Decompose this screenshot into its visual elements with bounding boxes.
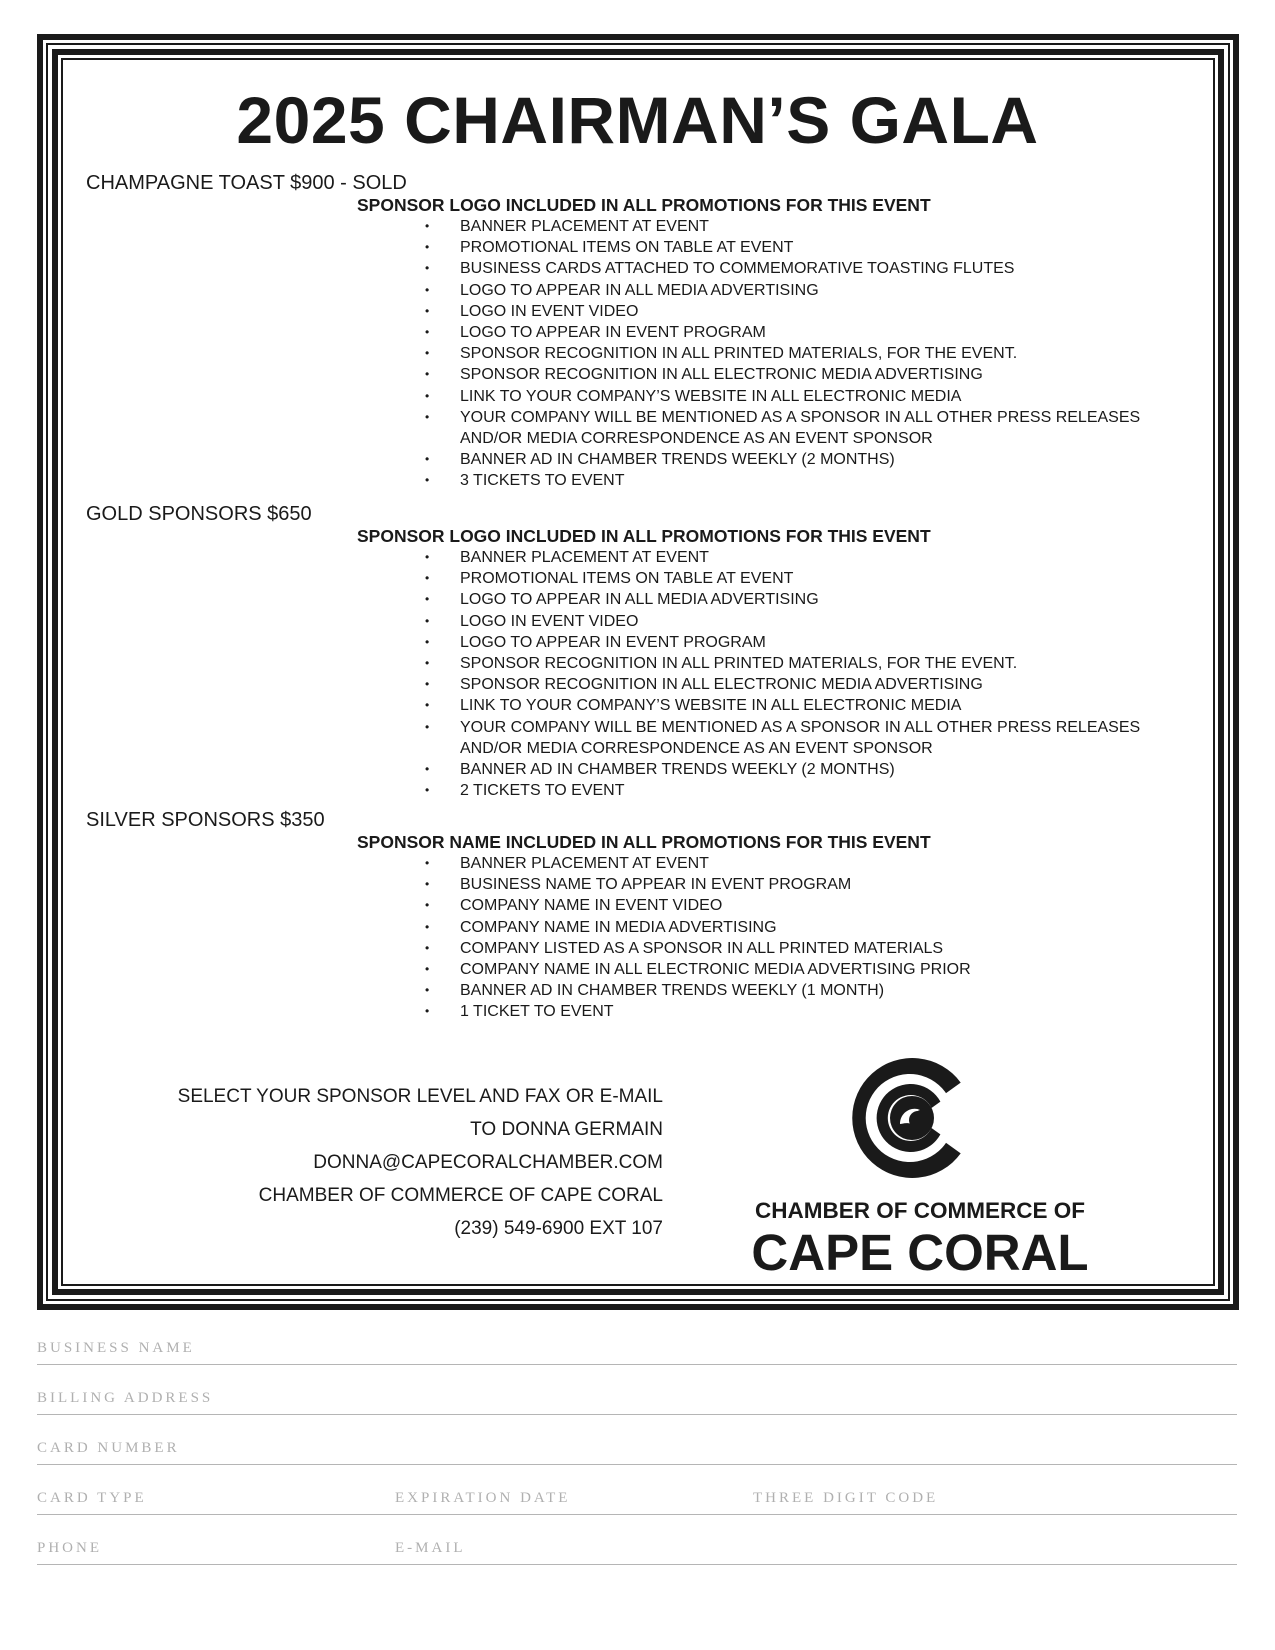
contact-email[interactable]: DONNA@CAPECORALCHAMBER.COM	[313, 1152, 663, 1173]
list-item: • LOGO TO APPEAR IN ALL MEDIA ADVERTISING	[460, 589, 1140, 610]
chamber-logo	[740, 1048, 1100, 1288]
benefit-list	[460, 547, 1140, 801]
list-item: • LINK TO YOUR COMPANY’S WEBSITE IN ALL ELECTRONIC MEDIA	[460, 386, 1140, 407]
list-item: • SPONSOR RECOGNITION IN ALL PRINTED MATERIALS, FOR THE EVENT.	[460, 343, 1140, 364]
benefit-list	[460, 216, 1140, 492]
card-type-label: CARD TYPE	[37, 1490, 147, 1506]
tier-subheading: SPONSOR LOGO INCLUDED IN ALL PROMOTIONS FOR THIS EVENT	[357, 195, 931, 215]
email-label: E-MAIL	[395, 1540, 466, 1556]
three-digit-code-label: THREE DIGIT CODE	[753, 1490, 939, 1506]
form-row-business-name[interactable]	[37, 1340, 1237, 1365]
billing-address-label: BILLING ADDRESS	[37, 1390, 214, 1406]
list-item: • SPONSOR RECOGNITION IN ALL ELECTRONIC MEDIA ADVERTISING	[460, 364, 1140, 385]
list-item: • BANNER PLACEMENT AT EVENT	[460, 853, 971, 874]
list-item: • 1 TICKET TO EVENT	[460, 1001, 971, 1022]
contact-phone: (239) 549-6900 EXT 107	[454, 1218, 663, 1239]
tier-subheading: SPONSOR LOGO INCLUDED IN ALL PROMOTIONS FOR THIS EVENT	[357, 526, 931, 546]
list-item: • PROMOTIONAL ITEMS ON TABLE AT EVENT	[460, 568, 1140, 589]
list-item-continuation: AND/OR MEDIA CORRESPONDENCE AS AN EVENT SPONSOR	[460, 739, 933, 757]
logo-text-line1: CHAMBER OF COMMERCE OF	[755, 1198, 1085, 1223]
contact-block	[178, 1080, 663, 1245]
list-item: • BANNER AD IN CHAMBER TRENDS WEEKLY (2 MONTHS)	[460, 449, 1140, 470]
contact-organization: CHAMBER OF COMMERCE OF CAPE CORAL	[258, 1185, 663, 1206]
list-item: • PROMOTIONAL ITEMS ON TABLE AT EVENT	[460, 237, 1140, 258]
list-item: • COMPANY NAME IN EVENT VIDEO	[460, 895, 971, 916]
benefit-list	[460, 853, 971, 1023]
logo-text-line2: CAPE CORAL	[751, 1224, 1089, 1281]
form-row-billing-address[interactable]	[37, 1390, 1237, 1415]
expiration-date-label: EXPIRATION DATE	[395, 1490, 571, 1506]
tier-heading: CHAMPAGNE TOAST $900 - SOLD	[86, 172, 407, 194]
cc-logo-icon	[840, 1048, 990, 1188]
list-item: • 2 TICKETS TO EVENT	[460, 780, 1140, 801]
form-row-card-number[interactable]	[37, 1440, 1237, 1465]
list-item: • LOGO IN EVENT VIDEO	[460, 301, 1140, 322]
list-item	[460, 407, 1140, 449]
list-item: • BANNER PLACEMENT AT EVENT	[460, 547, 1140, 568]
list-item-text: YOUR COMPANY WILL BE MENTIONED AS A SPONSOR IN ALL OTHER PRESS RELEASES	[460, 718, 1141, 736]
list-item-text: YOUR COMPANY WILL BE MENTIONED AS A SPONSOR IN ALL OTHER PRESS RELEASES	[460, 408, 1141, 426]
list-item: • BUSINESS CARDS ATTACHED TO COMMEMORATIVE TOASTING FLUTES	[460, 258, 1140, 279]
tier-heading: SILVER SPONSORS $350	[86, 809, 325, 831]
list-item: • BUSINESS NAME TO APPEAR IN EVENT PROGRAM	[460, 874, 971, 895]
list-item: • COMPANY NAME IN MEDIA ADVERTISING	[460, 917, 971, 938]
page-title: 2025 CHAIRMAN’S GALA	[236, 83, 1039, 157]
list-item: • 3 TICKETS TO EVENT	[460, 470, 1140, 491]
list-item: • SPONSOR RECOGNITION IN ALL ELECTRONIC MEDIA ADVERTISING	[460, 674, 1140, 695]
list-item: • LINK TO YOUR COMPANY’S WEBSITE IN ALL ELECTRONIC MEDIA	[460, 695, 1140, 716]
list-item: • BANNER PLACEMENT AT EVENT	[460, 216, 1140, 237]
tier-heading: GOLD SPONSORS $650	[86, 503, 312, 525]
list-item: • SPONSOR RECOGNITION IN ALL PRINTED MATERIALS, FOR THE EVENT.	[460, 653, 1140, 674]
list-item: • COMPANY LISTED AS A SPONSOR IN ALL PRINTED MATERIALS	[460, 938, 971, 959]
card-number-label: CARD NUMBER	[37, 1440, 180, 1456]
list-item: • BANNER AD IN CHAMBER TRENDS WEEKLY (1 MONTH)	[460, 980, 971, 1001]
list-item-continuation: AND/OR MEDIA CORRESPONDENCE AS AN EVENT SPONSOR	[460, 430, 933, 448]
list-item: • LOGO TO APPEAR IN EVENT PROGRAM	[460, 322, 1140, 343]
list-item: • LOGO IN EVENT VIDEO	[460, 611, 1140, 632]
tier-subheading: SPONSOR NAME INCLUDED IN ALL PROMOTIONS FOR THIS EVENT	[357, 832, 931, 852]
form-row-contact[interactable]	[37, 1540, 1237, 1565]
contact-recipient: TO DONNA GERMAIN	[470, 1119, 663, 1140]
form-row-card-details[interactable]	[37, 1490, 1237, 1515]
contact-instructions: SELECT YOUR SPONSOR LEVEL AND FAX OR E-MAIL	[177, 1086, 663, 1107]
phone-label: PHONE	[37, 1540, 103, 1556]
list-item: • BANNER AD IN CHAMBER TRENDS WEEKLY (2 MONTHS)	[460, 759, 1140, 780]
list-item	[460, 717, 1140, 759]
list-item: • LOGO TO APPEAR IN ALL MEDIA ADVERTISING	[460, 280, 1140, 301]
list-item: • COMPANY NAME IN ALL ELECTRONIC MEDIA ADVERTISING PRIOR	[460, 959, 971, 980]
business-name-label: BUSINESS NAME	[37, 1340, 195, 1356]
list-item: • LOGO TO APPEAR IN EVENT PROGRAM	[460, 632, 1140, 653]
